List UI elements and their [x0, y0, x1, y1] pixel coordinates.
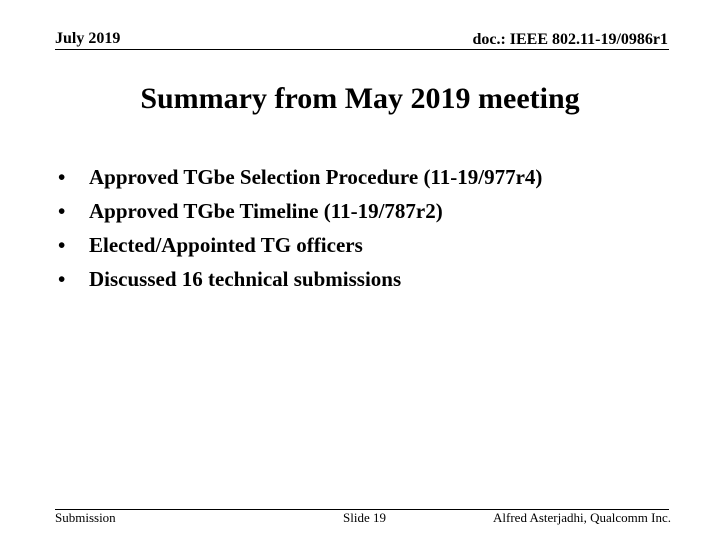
slide-title: Summary from May 2019 meeting: [140, 82, 580, 115]
header-doc-id: doc.: IEEE 802.11-19/0986r1: [472, 31, 668, 48]
footer-submission: Submission: [55, 510, 116, 525]
bullet-text: Elected/Appointed TG officers: [89, 233, 363, 257]
bullet-icon: •: [58, 233, 66, 257]
bullet-text: Approved TGbe Selection Procedure (11-19/977r4): [89, 165, 543, 189]
bullet-text: Approved TGbe Timeline (11-19/787r2): [89, 199, 443, 223]
bullet-icon: •: [58, 267, 66, 291]
header-divider: [55, 49, 669, 50]
bullet-icon: •: [58, 165, 66, 189]
bullet-text: Discussed 16 technical submissions: [89, 267, 402, 291]
bullet-icon: •: [58, 199, 66, 223]
footer-author: Alfred Asterjadhi, Qualcomm Inc.: [493, 510, 671, 525]
footer-slide-number: Slide 19: [343, 510, 386, 525]
header-date: July 2019: [55, 30, 121, 47]
